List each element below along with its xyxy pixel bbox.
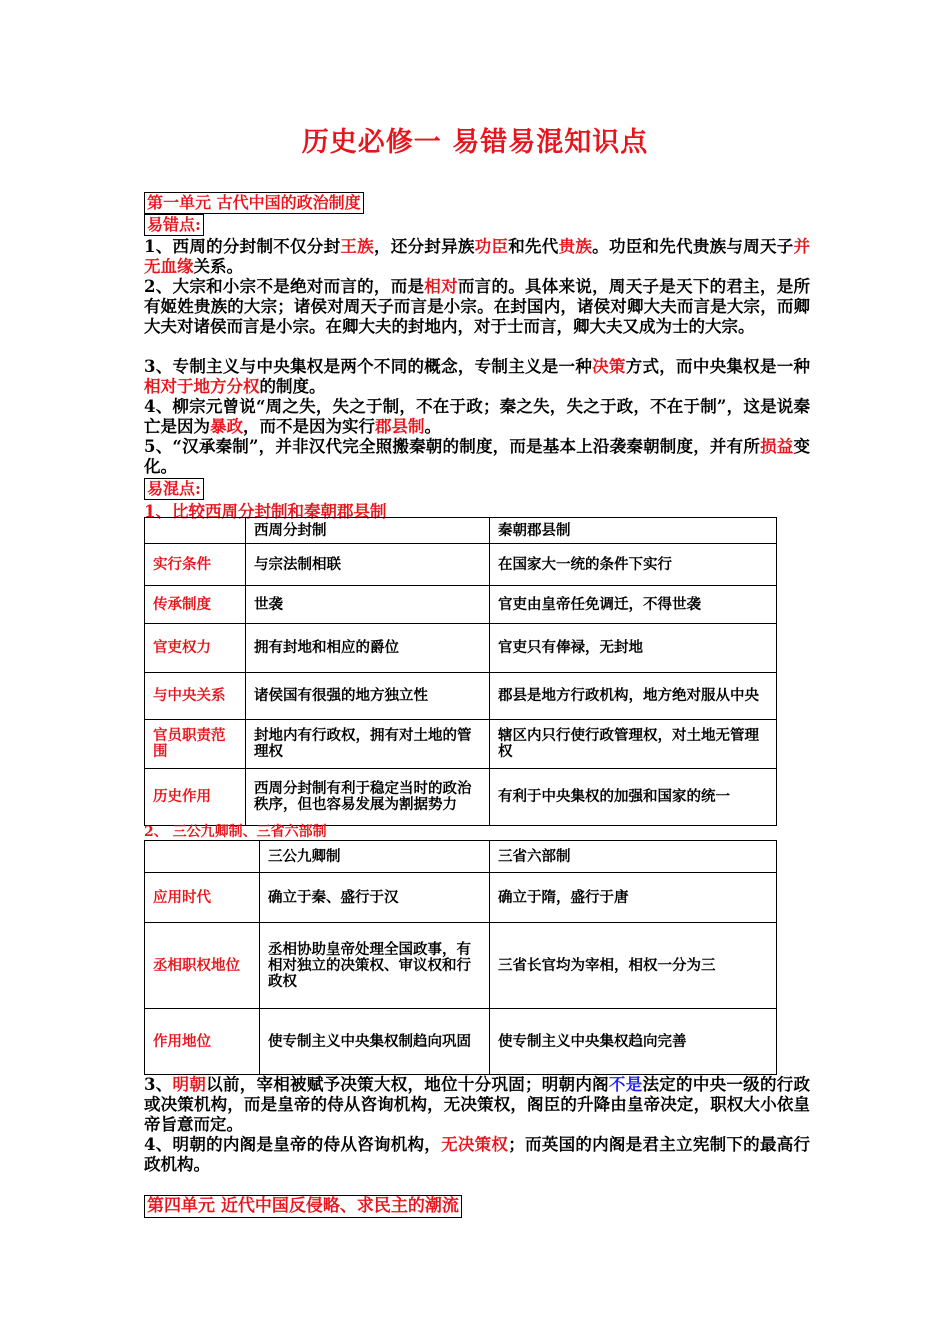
unit1-heading-text: 第一单元 古代中国的政治制度 bbox=[144, 192, 364, 214]
confusion-label-text: 易混点: bbox=[144, 478, 204, 500]
table-row bbox=[145, 544, 777, 586]
table-row bbox=[145, 873, 777, 923]
table-cell: 西周分封制有利于稳定当时的政治秩序，但也容易发展为割据势力 bbox=[246, 769, 490, 826]
table-cell: 丞相协助皇帝处理全国政事，有相对独立的决策权、审议权和行政权 bbox=[260, 923, 490, 1009]
mistake-item-4 bbox=[144, 397, 810, 437]
text: 的制度。 bbox=[259, 377, 326, 397]
table-cell: 有利于中央集权的加强和国家的统一 bbox=[490, 769, 777, 826]
table-header-cell: 三公九卿制 bbox=[260, 841, 490, 873]
table-cell: 确立于秦、盛行于汉 bbox=[260, 873, 490, 923]
confusion-item-4 bbox=[144, 1135, 810, 1175]
highlight: 功臣 bbox=[474, 237, 509, 256]
page-title: 历史必修一 易错易混知识点 bbox=[301, 127, 649, 158]
table-cell: 封地内有行政权，拥有对土地的管理权 bbox=[246, 720, 490, 769]
row-label-cell: 官吏权力 bbox=[145, 624, 246, 673]
highlight: 暴政 bbox=[210, 417, 243, 437]
highlight: 损益 bbox=[760, 437, 794, 456]
row-label-cell: 作用地位 bbox=[145, 1009, 260, 1075]
unit4-heading-text: 第四单元 近代中国反侵略、求民主的潮流 bbox=[144, 1195, 462, 1218]
highlight: 贵族 bbox=[558, 237, 593, 256]
mistakes-label-text: 易错点: bbox=[144, 214, 204, 236]
table-header-row bbox=[145, 518, 777, 544]
highlight: 王族 bbox=[340, 237, 374, 256]
confusion-item-3 bbox=[144, 1075, 810, 1136]
table-cell: 拥有封地和相应的爵位 bbox=[246, 624, 490, 673]
mistake-item-2 bbox=[144, 277, 810, 338]
table-header-cell: 西周分封制 bbox=[246, 518, 490, 544]
highlight: 相对 bbox=[424, 277, 458, 296]
text: 4、明朝的内阁是皇帝的侍从咨询机构， bbox=[144, 1135, 442, 1154]
confusion-label bbox=[144, 478, 204, 500]
table-row bbox=[145, 769, 777, 826]
mistake-item-3 bbox=[144, 357, 810, 397]
unit1-heading bbox=[144, 192, 364, 214]
compare1-title: 1、比较西周分封制和秦朝郡县制 bbox=[144, 502, 387, 521]
text: 变化。 bbox=[144, 437, 811, 477]
row-label-cell: 实行条件 bbox=[145, 544, 246, 586]
table-row bbox=[145, 586, 777, 624]
highlight: 相对于地方分权 bbox=[144, 377, 260, 397]
table-cell: 确立于隋，盛行于唐 bbox=[490, 873, 777, 923]
table-header-cell bbox=[145, 518, 246, 544]
table-cell: 在国家大一统的条件下实行 bbox=[490, 544, 777, 586]
mistake-item-1 bbox=[144, 237, 810, 277]
text: ，而不是因为实行 bbox=[243, 417, 375, 437]
unit4-heading bbox=[144, 1195, 462, 1218]
table-header-cell: 秦朝郡县制 bbox=[490, 518, 777, 544]
table-row bbox=[145, 923, 777, 1009]
text: 法定的中央一级的行政或决策机构，而是皇帝的侍从咨询机构，无决策权，阁臣的升降由皇帝决定，职权大小依皇帝旨意而定。 bbox=[144, 1075, 811, 1135]
table-cell: 使专制主义中央集权趋向完善 bbox=[490, 1009, 777, 1075]
compare2-title: 2、 三公九卿制、三省六部制 bbox=[144, 824, 327, 840]
highlight: 明朝 bbox=[172, 1075, 207, 1094]
comparison-table-2 bbox=[144, 840, 777, 1075]
table-row bbox=[145, 673, 777, 720]
row-label-cell: 历史作用 bbox=[145, 769, 246, 826]
text: 以前，宰相被赋予决策大权，地位十分巩固；明朝内阁 bbox=[206, 1075, 609, 1094]
row-label-cell: 丞相职权地位 bbox=[145, 923, 260, 1009]
mistakes-label bbox=[144, 214, 204, 236]
row-label-cell: 应用时代 bbox=[145, 873, 260, 923]
text: 3、专制主义与中央集权是两个不同的概念，专制主义是一种 bbox=[144, 357, 593, 376]
table-header-row bbox=[145, 841, 777, 873]
comparison-table-1 bbox=[144, 517, 777, 826]
row-label-cell: 传承制度 bbox=[145, 586, 246, 624]
text: 关系。 bbox=[193, 257, 243, 277]
row-label-cell: 官员职责范围 bbox=[145, 720, 246, 769]
table-row bbox=[145, 624, 777, 673]
table-cell: 与宗法制相联 bbox=[246, 544, 490, 586]
table-cell: 官吏由皇帝任免调迁，不得世袭 bbox=[490, 586, 777, 624]
table-cell: 官吏只有俸禄，无封地 bbox=[490, 624, 777, 673]
highlight-blue: 不是 bbox=[608, 1075, 643, 1094]
highlight: 无决策权 bbox=[441, 1135, 509, 1154]
table-cell: 诸侯国有很强的地方独立性 bbox=[246, 673, 490, 720]
mistake-item-5 bbox=[144, 437, 810, 477]
table-row bbox=[145, 1009, 777, 1075]
highlight: 决策 bbox=[592, 357, 626, 376]
table-row bbox=[145, 720, 777, 769]
text: ；而英国的内阁是君主立宪制下的最高行政机构。 bbox=[144, 1135, 811, 1175]
text: 5、“汉承秦制”，并非汉代完全照搬秦朝的制度，而是基本上沿袭秦朝制度，并有所 bbox=[144, 437, 761, 456]
text: 3、 bbox=[144, 1075, 173, 1094]
text: 方式，而中央集权是一种 bbox=[625, 357, 811, 376]
table-header-cell: 三省六部制 bbox=[490, 841, 777, 873]
table-cell: 使专制主义中央集权制趋向巩固 bbox=[260, 1009, 490, 1075]
text: 和先代 bbox=[508, 237, 559, 256]
text: 2、大宗和小宗不是绝对而言的，而是 bbox=[144, 277, 425, 296]
row-label-cell: 与中央关系 bbox=[145, 673, 246, 720]
text: 而言的。具体来说，周天子是天下的君主，是所有姬姓贵族的大宗；诸侯对周天子而言是小宗。在封国内，诸侯对卿大夫而言是大宗，而卿大夫对诸侯而言是小宗。在卿大夫的封地内，对于士而言，卿大夫又成为士的大宗。 bbox=[144, 277, 811, 337]
text: 4、柳宗元曾说“周之失，失之于制，不在于政；秦之失，失之于政，不在于制”，这是说秦亡是因为 bbox=[144, 397, 810, 437]
table-header-cell bbox=[145, 841, 260, 873]
table-cell: 辖区内只行使行政管理权，对土地无管理权 bbox=[490, 720, 777, 769]
text: 。 bbox=[424, 417, 441, 437]
highlight: 并无血缘 bbox=[144, 237, 811, 277]
highlight: 郡县制 bbox=[375, 417, 425, 437]
table-cell: 三省长官均为宰相，相权一分为三 bbox=[490, 923, 777, 1009]
text: 1、西周的分封制不仅分封 bbox=[144, 237, 341, 256]
text: ，还分封异族 bbox=[373, 237, 475, 256]
text: 。功臣和先代贵族与周天子 bbox=[592, 237, 794, 256]
table-cell: 郡县是地方行政机构，地方绝对服从中央 bbox=[490, 673, 777, 720]
table-cell: 世袭 bbox=[246, 586, 490, 624]
